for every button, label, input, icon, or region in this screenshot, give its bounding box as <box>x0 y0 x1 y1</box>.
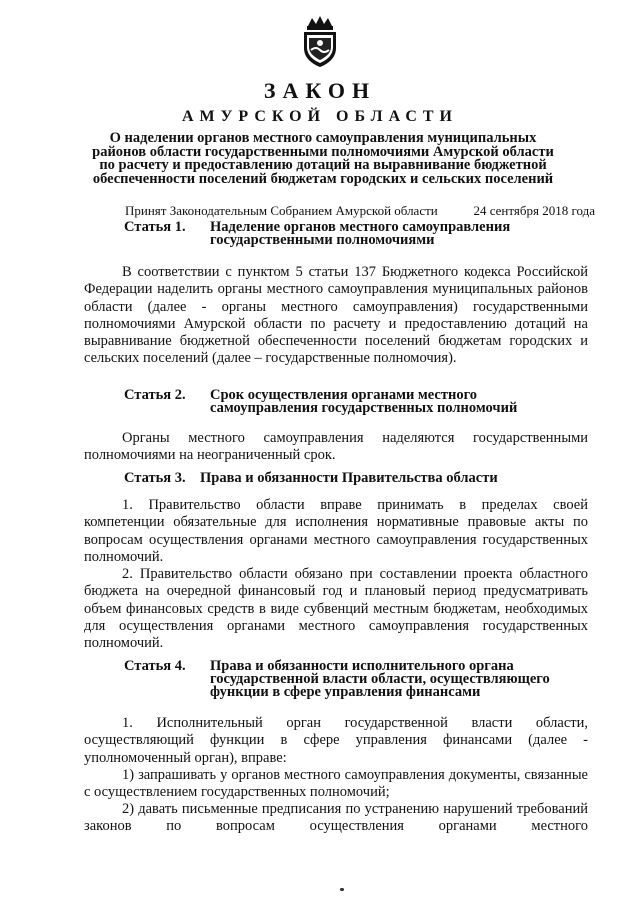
region-name: АМУРСКОЙ ОБЛАСТИ <box>182 108 458 125</box>
article-3-paragraph-2: 2. Правительство области обязано при составлении проекта областного бюджета на очередной финансовый год и плановый период предусматривать объем финансовых средств в виде субвенций местным бюджетам, необходимых для осуществления органами местного самоуправления государственных полномочий. <box>84 566 588 652</box>
article-title: Наделение органов местного самоуправления государственными полномочиями <box>210 219 511 248</box>
article-number: Статья 4. <box>124 658 186 674</box>
article-3-paragraph-1: 1. Правительство области вправе принимать в пределах своей компетенции обязательные для исполнения нормативные правовые акты по вопросам осуществления органами местного самоуправления государственных полномочий. <box>84 497 588 565</box>
adopted-by: Принят Законодательным Собранием Амурской области <box>125 203 438 218</box>
article-2-paragraph: Органы местного самоуправления наделяются государственными полномочиями на неограниченный срок. <box>84 430 588 464</box>
article-title: Срок осуществления органами местного самоуправления государственных полномочий <box>210 387 518 416</box>
adoption-line <box>125 203 595 219</box>
coat-of-arms-icon <box>296 14 344 68</box>
article-title: Права и обязанности исполнительного органа государственной власти области, осуществляющего функции в сфере управления финансами <box>210 658 550 700</box>
article-1-paragraph: В соответствии с пунктом 5 статьи 137 Бюджетного кодекса Российской Федерации наделить органы местного самоуправления муниципальных районов области (далее - органы местного самоуправления) государственными полномочиями Амурской области по расчету и предоставлению дотаций на выравнивание бюджетной обеспеченности поселений бюджетам городских и сельских поселений (далее – государственные полномочия). <box>84 264 588 367</box>
article-number: Статья 3. <box>124 470 186 486</box>
article-number: Статья 2. <box>124 387 186 403</box>
law-title: ЗАКОН <box>263 78 377 103</box>
adoption-date: 24 сентября 2018 года <box>473 203 595 218</box>
article-4-paragraph-1: 1. Исполнительный орган государственной власти области, осуществляющий функции в сфере управления финансами (далее - уполномоченный орган), вправе: <box>84 715 588 766</box>
scan-speck <box>340 888 344 891</box>
article-4-item-2: 2) давать письменные предписания по устранению нарушений требований законов по вопросам осуществления органами местного <box>84 801 588 835</box>
law-subject: О наделении органов местного самоуправления муниципальных районов области государственными полномочиями Амурской области по расчету и предоставлению дотаций на выравнивание бюджетной обеспеченности поселений бюджетам городских и сельских поселений <box>92 130 554 187</box>
article-title: Права и обязанности Правительства области <box>200 470 498 486</box>
article-number: Статья 1. <box>124 219 186 235</box>
article-4-item-1: 1) запрашивать у органов местного самоуправления документы, связанные с осуществлением государственных полномочий; <box>84 767 588 801</box>
